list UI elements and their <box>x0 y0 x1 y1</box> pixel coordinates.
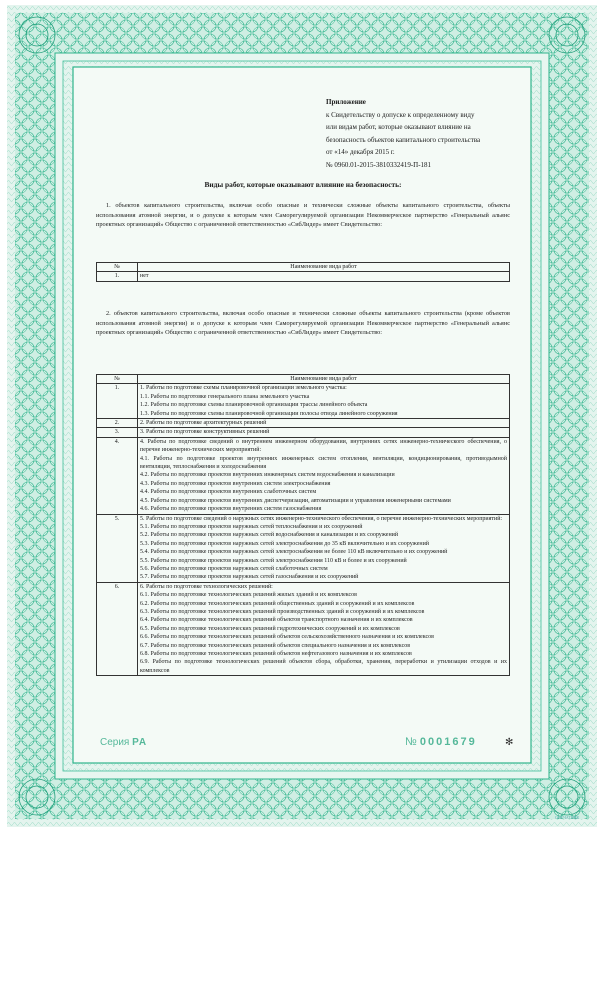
table-header-row <box>97 263 510 272</box>
work-item: 6.7. Работы по подготовке технологических решений объектов специального назначения и их комплексов <box>140 642 411 649</box>
form-number <box>405 736 477 748</box>
work-item: 6.5. Работы по подготовке технологических решений гидротехнических сооружений и их комплексов <box>140 625 400 632</box>
appendix-heading: Приложение <box>326 98 366 106</box>
series-label <box>100 737 147 748</box>
col-num-header: № <box>97 263 138 272</box>
table-header-row <box>97 375 510 384</box>
work-item: 2. Работы по подготовке архитектурных решений <box>140 420 267 427</box>
row-num: 1. <box>97 272 138 281</box>
work-item: 4.3. Работы по подготовке проектов внутренних систем электроснабжения <box>140 480 331 487</box>
section-2-table <box>96 374 510 676</box>
series-value: РА <box>132 737 148 748</box>
asterisk-icon: ✻ <box>505 737 514 748</box>
appendix-block <box>326 96 516 171</box>
appendix-line: безопасность объектов капитального строительства <box>326 135 481 144</box>
work-item: 1. Работы по подготовке схемы планировочной организации земельного участка: <box>140 385 347 392</box>
work-item: 6. Работы по подготовке технологических решений: <box>140 583 273 590</box>
series-caption: Серия <box>100 737 130 748</box>
work-item: 6.6. Работы по подготовке технологических решений объектов сельскохозяйственного назначения и их комплексов <box>140 634 434 641</box>
section-2-text: 2. объектов капитального строительства, включая особо опасные и технически сложные объекты капитального строительства (кроме объектов использования атомной энергии) и о допуске к которым член Саморегулируемой организации Некоммерческое партнерство «Генеральный альянс проектных организаций» Общество с ограниченной ответственностью «СибЛидер» имеет Свидетельство: <box>96 310 510 337</box>
work-item: 1.3. Работы по подготовке схемы планировочной организации полосы отвода линейного сооружения <box>140 410 398 417</box>
work-item: 5.1. Работы по подготовке проектов наружных сетей теплоснабжения и их сооружений <box>140 523 363 530</box>
work-item: 5.5. Работы по подготовке проектов наружных сетей электроснабжения 110 кВ и более и их сооружений <box>140 557 407 564</box>
row-num: 2. <box>97 419 138 428</box>
row-num: 4. <box>97 437 138 514</box>
table-row <box>97 428 510 437</box>
work-item: 5.3. Работы по подготовке проектов наружных сетей электроснабжения до 35 кВ включительно и их сооружений <box>140 540 429 547</box>
table-row <box>97 272 510 281</box>
table-row <box>97 384 510 419</box>
work-item: 5.6. Работы по подготовке проектов наружных сетей слаботочных систем <box>140 565 328 572</box>
document-title: Виды работ, которые оказывают влияние на безопасность: <box>204 180 402 189</box>
table-row <box>97 582 510 675</box>
appendix-line: или видам работ, которые оказывают влияние на <box>326 123 471 131</box>
table-row <box>97 419 510 428</box>
work-item: 6.2. Работы по подготовке технологических решений общественных зданий и сооружений и их комплексов <box>140 600 415 607</box>
work-item: 4.6. Работы по подготовке проектов внутренних систем газоснабжения <box>140 506 322 513</box>
work-item: 6.9. Работы по подготовке технологических решений объектов сбора, обработки, хранения, переработки и утилизации отходов и их комплексов <box>140 659 507 674</box>
work-item: 5.4. Работы по подготовке проектов наружных сетей электроснабжения не более 110 кВ включительно и их сооружений <box>140 549 448 556</box>
section-1-text: 1. объектов капитального строительства, включая особо опасные и технически сложные объекты капитального строительства, объекты использования атомной энергии, и о допуске к которым член Саморегулируемой организации Некоммерческое партнерство «Генеральный альянс проектных организаций» Общество с ограниченной ответственностью «СибЛидер» имеет Свидетельство: <box>96 202 510 229</box>
table-row <box>97 514 510 582</box>
work-item: 1.1. Работы по подготовке генерального плана земельного участка <box>140 393 310 400</box>
section-1-table <box>96 262 510 282</box>
row-num: 1. <box>97 384 138 419</box>
row-num: 6. <box>97 582 138 675</box>
row-name <box>138 419 510 428</box>
work-item: 4.4. Работы по подготовке проектов внутренних слаботочных систем <box>140 489 317 496</box>
row-name <box>138 437 510 514</box>
work-item: 4.1. Работы по подготовке проектов внутренних инженерных систем отопления, вентиляции, кондиционирования, противодымной вентиляции, теплоснабжения и холодоснабжения <box>140 455 507 471</box>
work-item: 3. Работы по подготовке конструктивных решений <box>140 429 270 436</box>
work-item: 4.5. Работы по подготовке проектов внутренних диспетчеризации, автоматизации и управления инженерными системами <box>140 497 451 504</box>
work-item: 6.1. Работы по подготовке технологических решений жилых зданий и их комплексов <box>140 592 358 599</box>
table-row <box>97 437 510 514</box>
work-item: 5. Работы по подготовке сведений о наружных сетях инженерно-технического обеспечения, о перечне инженерно-технических мероприятий: <box>140 515 503 522</box>
row-name <box>138 514 510 582</box>
work-item: 6.4. Работы по подготовке технологических решений объектов транспортного назначения и их комплексов <box>140 617 413 624</box>
number-value: 0001679 <box>419 736 477 748</box>
work-item: 1.2. Работы по подготовке схемы планировочной организации трассы линейного объекта <box>140 402 368 409</box>
number-sign: № <box>405 736 417 748</box>
work-item: 6.3. Работы по подготовке технологических решений производственных зданий и сооружений и их комплексов <box>140 608 425 615</box>
appendix-date: от «14» декабря 2015 г. <box>326 148 395 156</box>
work-item: 6.8. Работы по подготовке технологических решений объектов нефтегазового назначения и их комплексов <box>140 651 412 657</box>
work-item: 5.7. Работы по подготовке проектов наружных сетей газоснабжения и их сооружений <box>140 574 359 581</box>
row-name <box>138 384 510 419</box>
row-name <box>138 428 510 437</box>
work-item: 4. Работы по подготовке сведений о внутреннем инженерном оборудовании, внутренних сетях инженерно-технического обеспечения, о перечне инженерно-технических мероприятий: <box>140 438 507 454</box>
work-item: 5.2. Работы по подготовке проектов наружных сетей водоснабжения и канализации и их сооружений <box>140 532 399 539</box>
row-num: 3. <box>97 428 138 437</box>
work-item: 4.2. Работы по подготовке проектов внутренних инженерных систем водоснабжения и канализации <box>140 472 395 479</box>
row-name: нет <box>138 272 510 281</box>
printer-mark: ОПЕЧАТНИК <box>555 815 580 820</box>
appendix-line: к Свидетельству о допуске к определенному виду <box>326 110 475 119</box>
row-num: 5. <box>97 514 138 582</box>
col-name-header: Наименование вида работ <box>138 375 510 384</box>
col-name-header: Наименование вида работ <box>138 263 510 272</box>
row-name <box>138 582 510 675</box>
col-num-header: № <box>97 375 138 384</box>
certificate-number: № 0960.01-2015-3810332419-П-181 <box>326 160 432 169</box>
